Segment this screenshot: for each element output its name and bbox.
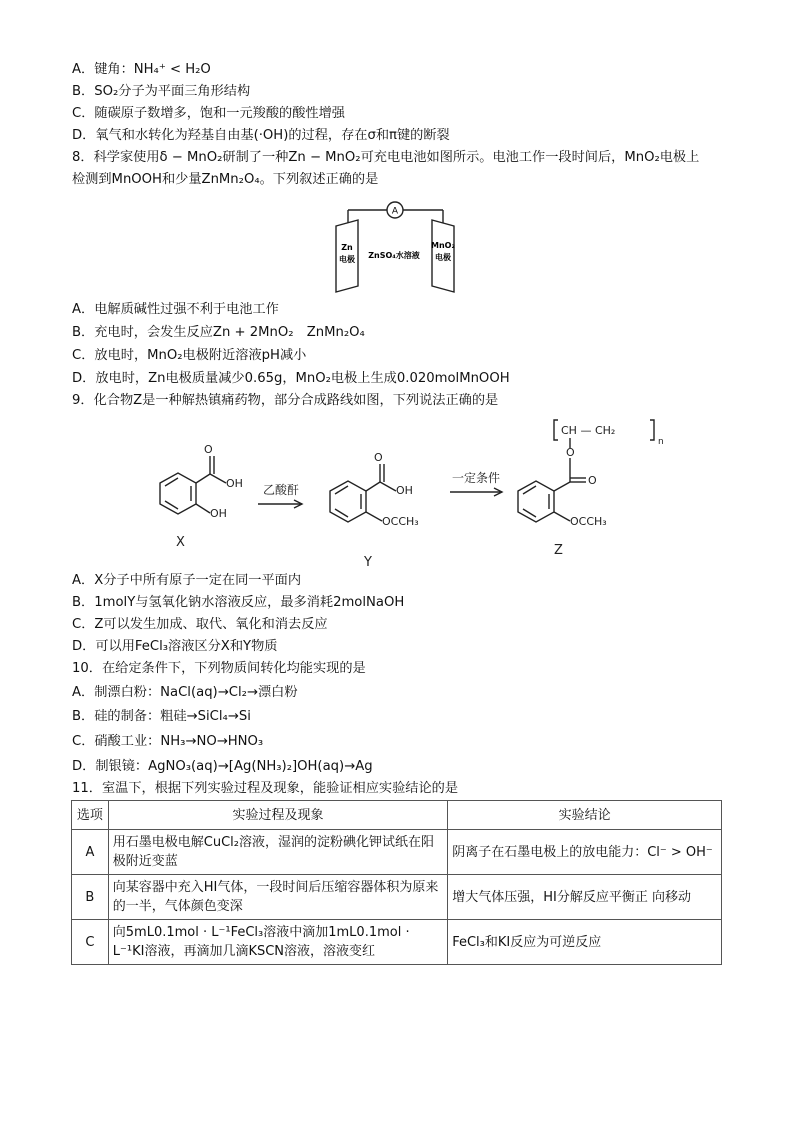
row-a-option: A: [72, 830, 109, 875]
z-polymer-n: n: [658, 437, 664, 447]
table-row: [72, 875, 722, 920]
q10-stem: 10．在给定条件下，下列物质间转化均能实现的是: [72, 661, 366, 676]
label-y: Y: [364, 555, 372, 570]
electrolyte-label: ZnSO₄水溶液: [368, 251, 420, 260]
q8-option-a: A．电解质碱性过强不利于电池工作: [72, 302, 279, 317]
y-oh-acid: OH: [396, 484, 413, 497]
mno2-electrode-label-2: 电极: [435, 253, 451, 262]
q9-stem: 9．化合物Z是一种解热镇痛药物，部分合成路线如图，下列说法正确的是: [72, 393, 499, 408]
table-row: [72, 920, 722, 965]
z-polymer-backbone: CH — CH₂: [561, 424, 616, 437]
q7-option-b: B．SO₂分子为平面三角形结构: [72, 84, 251, 99]
q9-option-b: B．1molY与氢氧化钠水溶液反应，最多消耗2molNaOH: [72, 595, 405, 610]
ammeter-label: A: [391, 206, 399, 217]
q10-option-a: A．制漂白粉：NaCl(aq)→Cl₂→漂白粉: [72, 685, 298, 700]
q8-stem-line2: 检测到MnOOH和少量ZnMn₂O₄。下列叙述正确的是: [72, 172, 379, 187]
q9-option-c: C．Z可以发生加成、取代、氧化和消去反应: [72, 617, 328, 632]
zn-electrode-label-2: 电极: [339, 255, 355, 264]
y-carbonyl-o: O: [374, 451, 383, 464]
q8-option-d: D．放电时，Zn电极质量减少0.65g，MnO₂电极上生成0.020molMnOOH: [72, 371, 510, 386]
q10-option-d: D．制银镜：AgNO₃(aq)→[Ag(NH₃)₂]OH(aq)→Ag: [72, 759, 373, 774]
z-ester-o: O: [566, 446, 575, 459]
arrow2-condition: 一定条件: [452, 471, 501, 485]
table-row: [72, 830, 722, 875]
q9-option-d: D．可以用FeCl₃溶液区分X和Y物质: [72, 639, 278, 654]
battery-diagram: [328, 198, 468, 294]
row-b-conclusion: 增大气体压强，HI分解反应平衡正 向移动: [448, 875, 722, 920]
x-phenol-oh: OH: [210, 507, 227, 520]
arrow1-reagent: 乙酸酐: [263, 483, 300, 497]
y-ester-group: OCCH₃: [382, 515, 419, 528]
label-x: X: [176, 535, 185, 550]
q7-option-a: A．键角：NH₄⁺ < H₂O: [72, 62, 211, 77]
q7-option-d: D．氧气和水转化为羟基自由基(·OH)的过程，存在σ和π键的断裂: [72, 128, 450, 143]
experiment-table: [71, 800, 722, 965]
synthesis-route-diagram: [130, 418, 710, 570]
row-c-option: C: [72, 920, 109, 965]
q10-option-b: B．硅的制备：粗硅→SiCl₄→Si: [72, 709, 251, 724]
row-a-conclusion: 阴离子在石墨电极上的放电能力：Cl⁻ > OH⁻: [448, 830, 722, 875]
zn-electrode-label-1: Zn: [341, 243, 353, 252]
q11-stem: 11．室温下，根据下列实验过程及现象，能验证相应实验结论的是: [72, 781, 459, 796]
row-c-process: 向5mL0.1mol · L⁻¹FeCl₃溶液中滴加1mL0.1mol · L⁻¹KI溶液，再滴加几滴KSCN溶液，溶液变红: [108, 920, 447, 965]
row-b-option: B: [72, 875, 109, 920]
row-a-process: 用石墨电极电解CuCl₂溶液，湿润的淀粉碘化钾试纸在阳极附近变蓝: [108, 830, 447, 875]
table-header-row: [72, 801, 722, 830]
q7-option-c: C．随碳原子数增多，饱和一元羧酸的酸性增强: [72, 106, 345, 121]
z-carbonyl-o: O: [588, 474, 597, 487]
header-option: 选项: [72, 801, 109, 830]
x-carbonyl-o: O: [204, 443, 213, 456]
q8-option-b: B．充电时，会发生反应Zn + 2MnO₂ ZnMn₂O₄: [72, 325, 365, 340]
header-process: 实验过程及现象: [108, 801, 447, 830]
x-oh-acid: OH: [226, 477, 243, 490]
z-ester-group: OCCH₃: [570, 515, 607, 528]
row-c-conclusion: FeCl₃和KI反应为可逆反应: [448, 920, 722, 965]
label-z: Z: [554, 543, 563, 558]
mno2-electrode-label-1: MnO₂: [431, 241, 455, 250]
row-b-process: 向某容器中充入HI气体，一段时间后压缩容器体积为原来的一半，气体颜色变深: [108, 875, 447, 920]
q8-option-c: C．放电时，MnO₂电极附近溶液pH减小: [72, 348, 307, 363]
header-conclusion: 实验结论: [448, 801, 722, 830]
q9-option-a: A．X分子中所有原子一定在同一平面内: [72, 573, 302, 588]
q8-stem-line1: 8．科学家使用δ − MnO₂研制了一种Zn − MnO₂可充电电池如图所示。电池工作一段时间后，MnO₂电极上: [72, 150, 700, 165]
q10-option-c: C．硝酸工业：NH₃→NO→HNO₃: [72, 734, 264, 749]
